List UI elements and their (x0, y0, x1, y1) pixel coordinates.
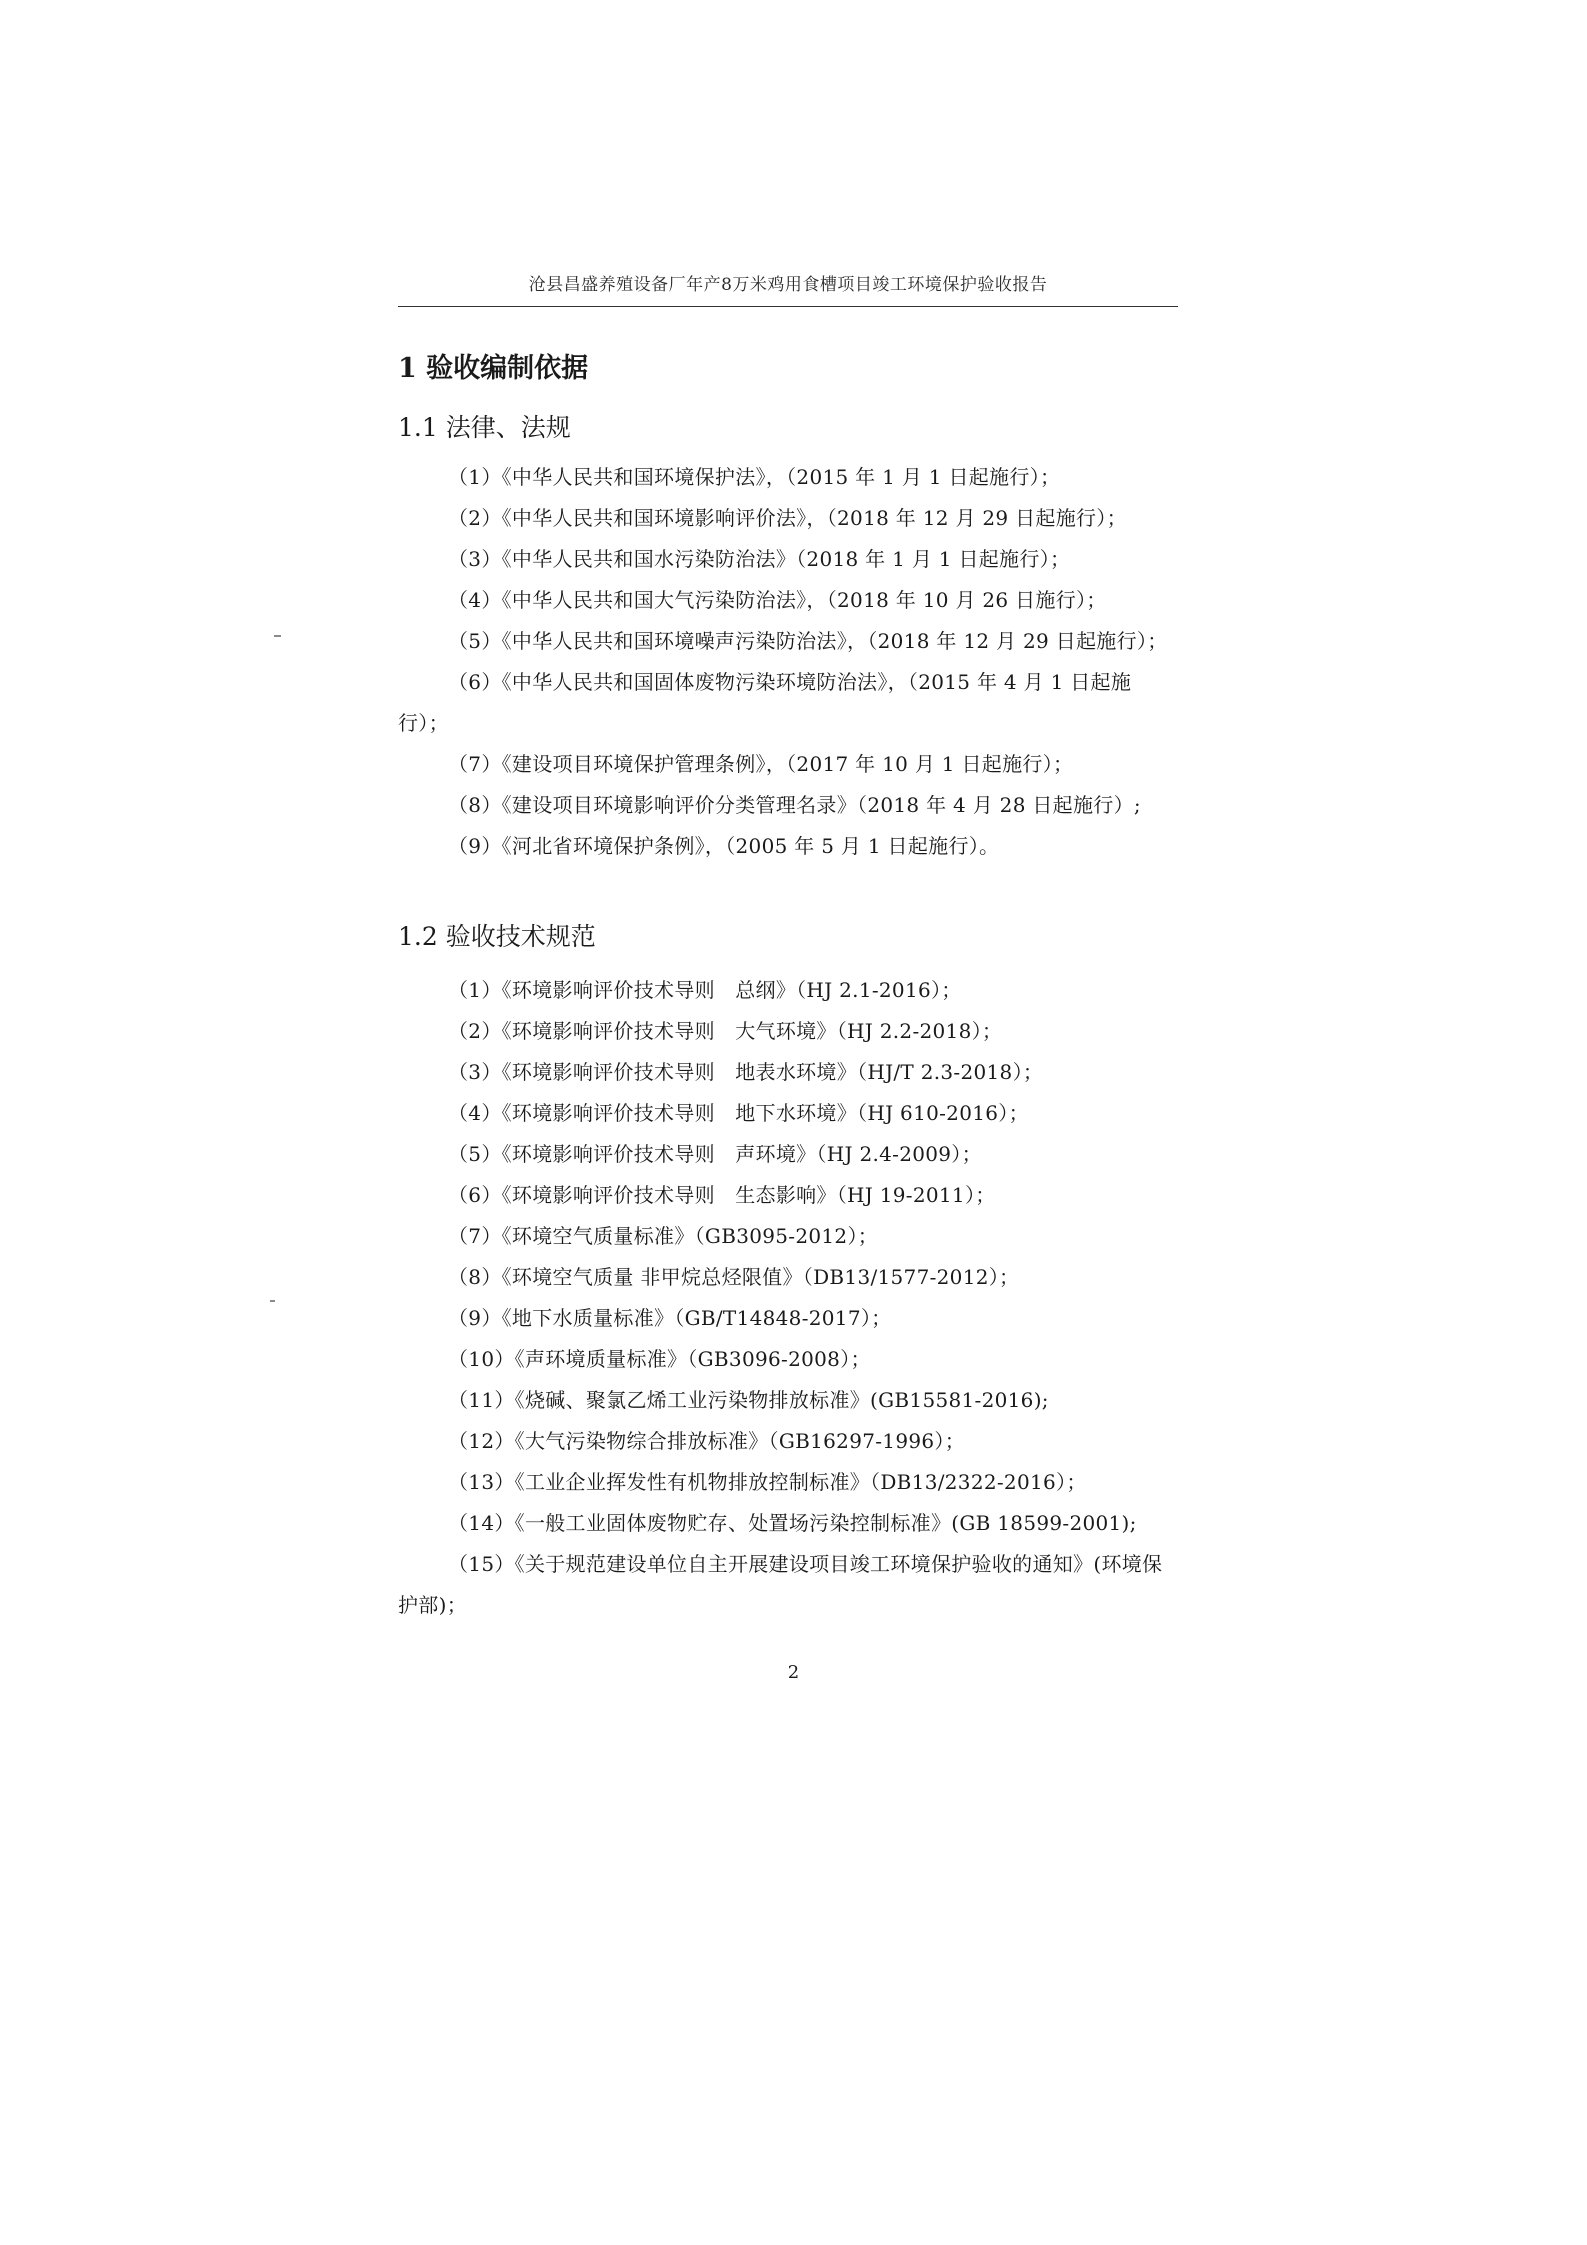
list-item: （9）《地下水质量标准》（GB/T14848-2017）； (448, 1306, 892, 1330)
list-item: （8）《环境空气质量 非甲烷总烃限值》（DB13/1577-2012）； (448, 1265, 1020, 1289)
list-item: （4）《环境影响评价技术导则 地下水环境》（HJ 610-2016）； (448, 1101, 1029, 1125)
list-item: （7）《环境空气质量标准》（GB3095-2012）； (448, 1224, 879, 1248)
list-item: （8）《建设项目环境影响评价分类管理名录》（2018 年 4 月 28 日起施行）; (448, 793, 1141, 817)
list-item: （2）《中华人民共和国环境影响评价法》，（2018 年 12 月 29 日起施行）； (448, 506, 1127, 530)
list-item: （2）《环境影响评价技术导则 大气环境》（HJ 2.2-2018）； (448, 1019, 1003, 1043)
list-item: （11）《烧碱、聚氯乙烯工业污染物排放标准》(GB15581-2016); (448, 1388, 1049, 1412)
running-header (398, 270, 1178, 307)
list-item: （15）《关于规范建设单位自主开展建设项目竣工环境保护验收的通知》(环境保护部)； (398, 1552, 1163, 1617)
list-item: （5）《中华人民共和国环境噪声污染防治法》，（2018 年 12 月 29 日起施行）； (448, 629, 1168, 653)
running-header-title: 沧县昌盛养殖设备厂年产8万米鸡用食槽项目竣工环境保护验收报告 (528, 275, 1048, 295)
list-item: （6）《中华人民共和国固体废物污染环境防治法》，（2015 年 4 月 1 日起施行）； (398, 670, 1132, 735)
list-item: （3）《中华人民共和国水污染防治法》（2018 年 1 月 1 日起施行）； (448, 547, 1071, 571)
section-title-technical-specs: 1.2 验收技术规范 (398, 922, 596, 951)
list-item: （1）《中华人民共和国环境保护法》，（2015 年 1 月 1 日起施行）； (448, 465, 1061, 489)
chapter-title: 1 验收编制依据 (398, 353, 589, 384)
page-number: 2 (787, 1662, 800, 1683)
scan-speck (270, 1300, 275, 1302)
list-item: （4）《中华人民共和国大气污染防治法》，（2018 年 10 月 26 日施行）； (448, 588, 1107, 612)
list-item: （3）《环境影响评价技术导则 地表水环境》（HJ/T 2.3-2018）； (448, 1060, 1044, 1084)
list-item: （10）《声环境质量标准》（GB3096-2008）； (448, 1347, 871, 1371)
technical-specs-list (398, 970, 1178, 1626)
list-item: （1）《环境影响评价技术导则 总纲》（HJ 2.1-2016）； (448, 978, 962, 1002)
list-item: （9）《河北省环境保护条例》，（2005 年 5 月 1 日起施行）。 (448, 834, 1000, 858)
section-title-laws: 1.1 法律、法规 (398, 413, 571, 442)
list-item: （13）《工业企业挥发性有机物排放控制标准》（DB13/2322-2016）； (448, 1470, 1087, 1494)
list-item: （12）《大气污染物综合排放标准》（GB16297-1996）； (448, 1429, 966, 1453)
list-item: （7）《建设项目环境保护管理条例》，（2017 年 10 月 1 日起施行）； (448, 752, 1074, 776)
list-item: （14）《一般工业固体废物贮存、处置场污染控制标准》(GB 18599-2001); (448, 1511, 1137, 1535)
scan-speck (274, 635, 281, 637)
list-item: （6）《环境影响评价技术导则 生态影响》（HJ 19-2011）； (448, 1183, 996, 1207)
laws-list (398, 457, 1178, 867)
list-item: （5）《环境影响评价技术导则 声环境》（HJ 2.4-2009）； (448, 1142, 982, 1166)
